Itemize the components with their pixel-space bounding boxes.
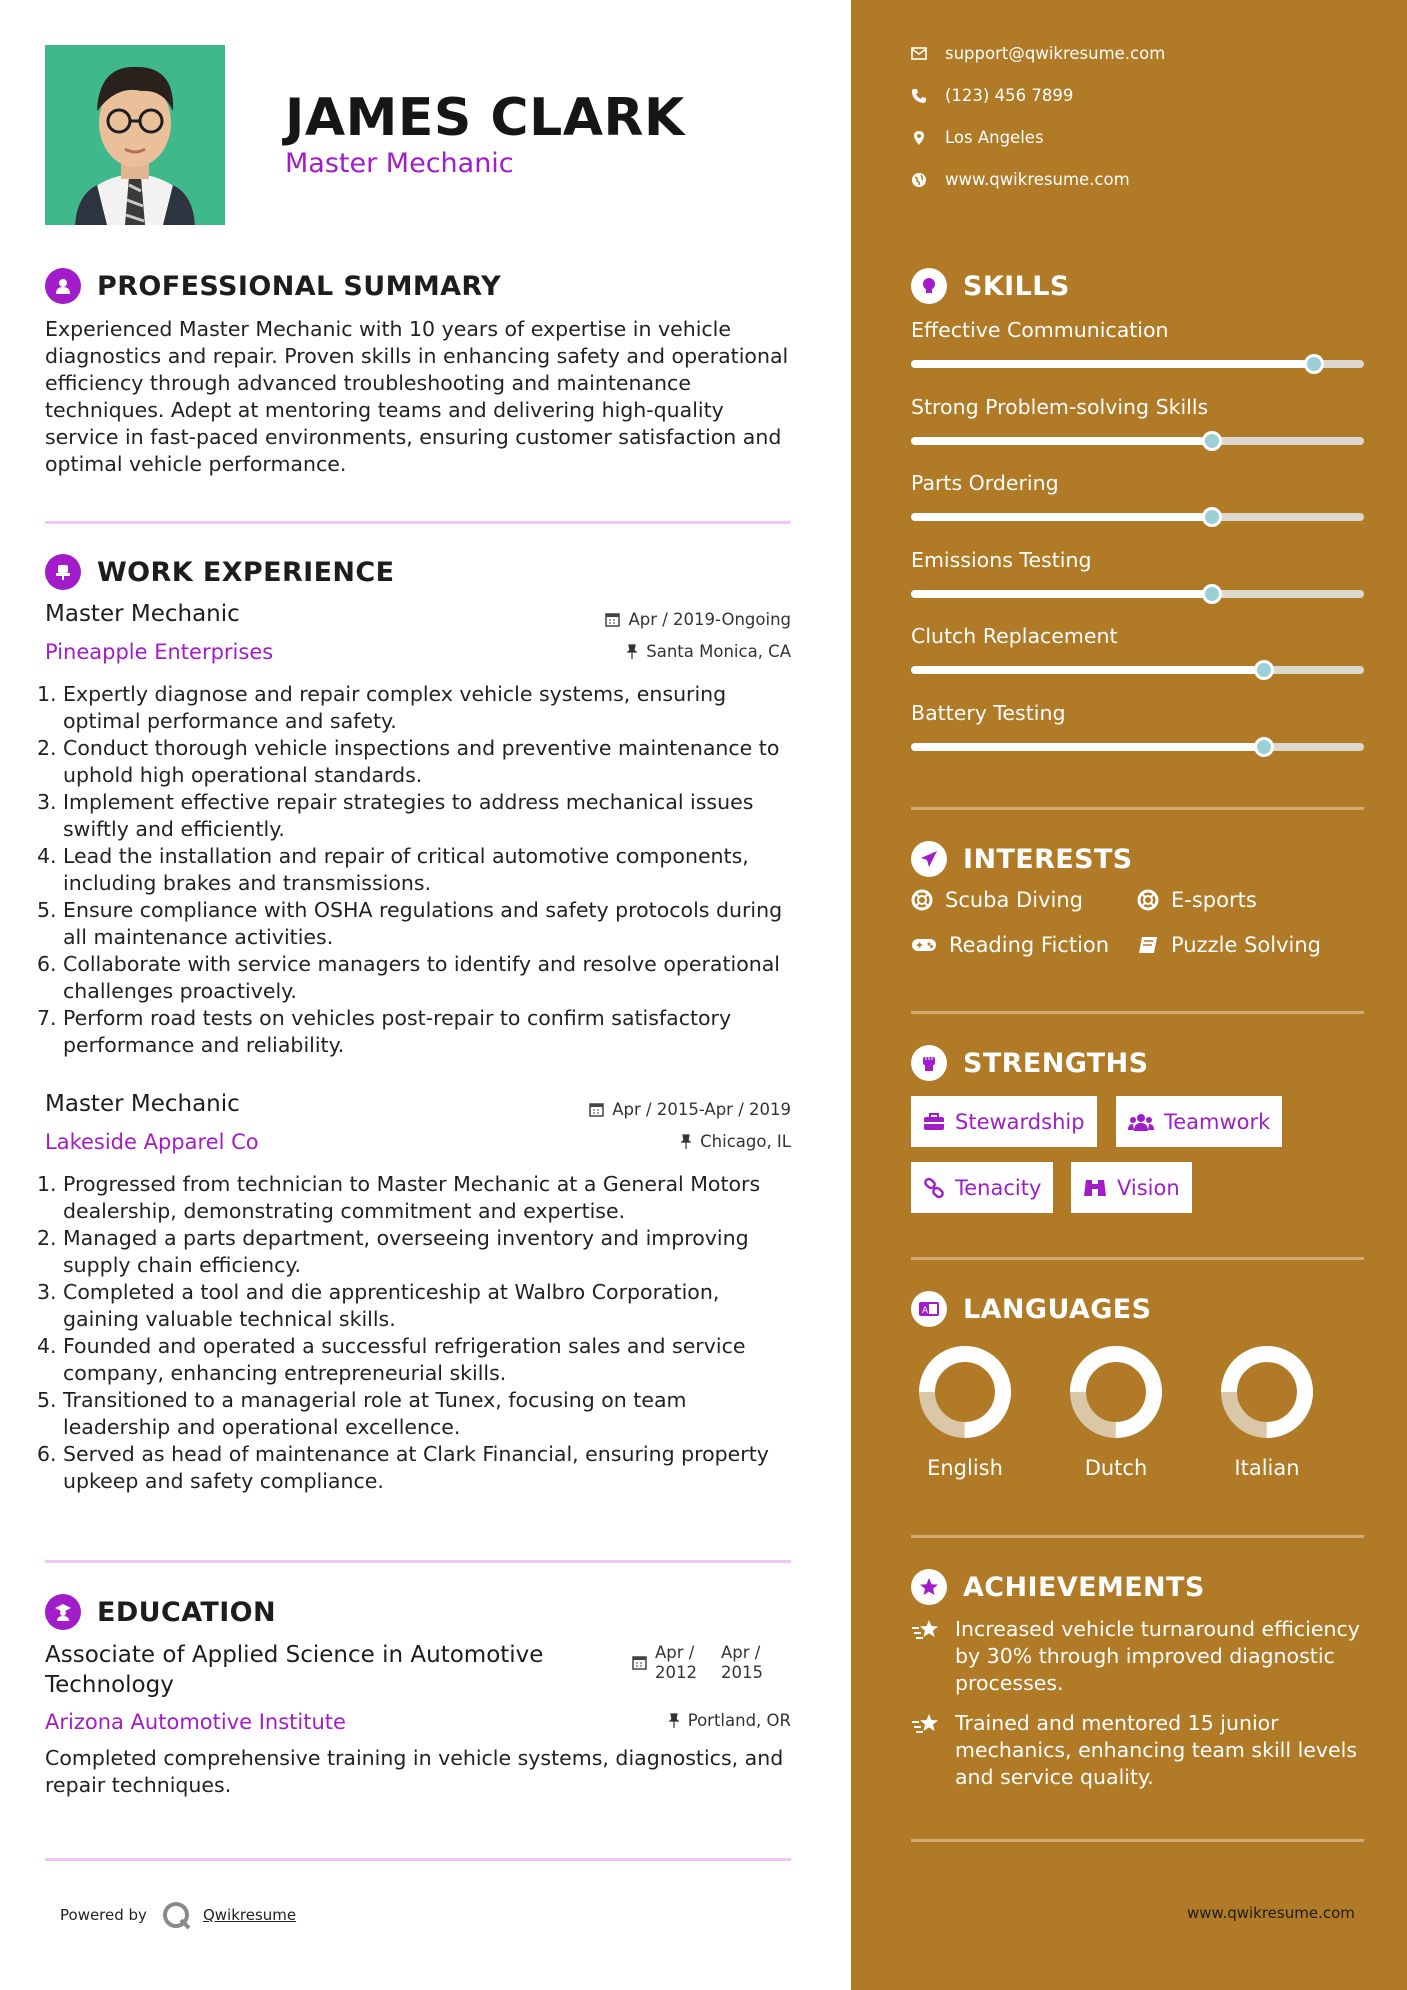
skill-bar-knob	[1254, 737, 1274, 757]
job-date	[589, 1100, 791, 1119]
interest-label: Reading Fiction	[949, 933, 1110, 957]
fist-icon	[911, 1045, 947, 1081]
list-item: 2. Managed a parts department, overseeing inventory and improving supply chain efficiency.	[37, 1226, 749, 1277]
strength-label: Tenacity	[955, 1175, 1042, 1200]
language-label: Dutch	[1084, 1456, 1148, 1480]
experience-title: WORK EXPERIENCE	[97, 556, 395, 588]
lightbulb-icon	[911, 268, 947, 304]
job-location	[626, 642, 791, 661]
achievement-text: Increased vehicle turnaround efficiency by 30% through improved diagnostic processes.	[955, 1617, 1360, 1695]
achievement-text: Trained and mentored 15 junior mechanics, enhancing team skill levels and service quality.	[955, 1711, 1358, 1789]
skill-name: Emissions Testing	[911, 547, 1092, 572]
skill-bar	[911, 666, 1364, 674]
strength-label: Teamwork	[1164, 1109, 1271, 1134]
divider	[45, 521, 791, 524]
language-item	[1051, 1342, 1181, 1480]
interest-item	[911, 933, 1109, 957]
lifebuoy-icon	[1137, 889, 1159, 911]
strength-badge	[1116, 1096, 1282, 1147]
skill-bar-fill	[911, 666, 1264, 674]
edu-end-month: Apr /	[721, 1643, 761, 1662]
list-item: 6. Collaborate with service managers to identify and resolve operational challenges proactively.	[37, 952, 780, 1003]
graduate-icon	[45, 1594, 81, 1630]
interests-title: INTERESTS	[963, 843, 1133, 875]
qwikresume-logo-icon	[161, 1900, 193, 1930]
interest-label: Scuba Diving	[945, 888, 1083, 912]
summary-text: Experienced Master Mechanic with 10 years of expertise in vehicle diagnostics and repair. Proven skills in enhancing safety and operational efficiency through advanced troubleshooting and maintenance techniques. Adept at mentoring teams and delivering high-quality service in fast-paced environments, ensuring customer satisfaction and optimal vehicle performance.	[45, 317, 789, 476]
link-icon	[923, 1177, 945, 1199]
list-item: 2. Conduct thorough vehicle inspections and preventive maintenance to uphold high operational standards.	[37, 736, 780, 787]
degree-line: Associate of Applied Science in Automotive	[45, 1642, 544, 1668]
skill-name: Clutch Replacement	[911, 624, 1118, 648]
edu-end-year: 2015	[721, 1663, 763, 1682]
skill-bar	[911, 360, 1364, 368]
edu-start-year: 2012	[655, 1663, 697, 1682]
contact-email-text: support@qwikresume.com	[945, 44, 1166, 63]
svg-text:A: A	[922, 1306, 929, 1316]
language-donut	[915, 1342, 1015, 1442]
skills-heading	[911, 268, 1070, 304]
summary-title: PROFESSIONAL SUMMARY	[97, 270, 502, 302]
strength-label: Vision	[1117, 1175, 1180, 1200]
education-heading	[45, 1594, 276, 1630]
binoculars-icon	[1083, 1178, 1107, 1198]
skill-bar-fill	[911, 513, 1212, 521]
skill-bar-fill	[911, 590, 1212, 598]
strengths-title: STRENGTHS	[963, 1047, 1149, 1079]
book-icon	[1137, 935, 1159, 955]
divider	[45, 1858, 791, 1861]
list-item: 7. Perform road tests on vehicles post-repair to confirm satisfactory performance and reliability.	[37, 1006, 732, 1057]
contact-phone[interactable]	[911, 86, 1073, 105]
list-item: 3. Implement effective repair strategies to address mechanical issues swiftly and efficiently.	[37, 790, 754, 841]
skill-bar	[911, 743, 1364, 751]
degree-title	[45, 1640, 605, 1700]
shooting-star-icon	[911, 1618, 941, 1642]
list-item: 5. Transitioned to a managerial role at Tunex, focusing on team leadership and operational excellence.	[37, 1388, 687, 1439]
job-date-text: Apr / 2015-Apr / 2019	[612, 1100, 791, 1119]
language-donut	[1217, 1342, 1317, 1442]
paper-plane-icon	[911, 841, 947, 877]
divider	[911, 807, 1364, 810]
powered-by-label: Powered by	[60, 1906, 147, 1924]
powered-by	[60, 1900, 296, 1930]
strength-badge	[1071, 1162, 1192, 1213]
contact-website-text: www.qwikresume.com	[945, 170, 1130, 189]
language-icon	[911, 1291, 947, 1327]
list-item: 5. Ensure compliance with OSHA regulations and safety protocols during all maintenance activities.	[37, 898, 783, 949]
contact-location-text: Los Angeles	[945, 128, 1044, 147]
users-icon	[1128, 1113, 1154, 1131]
interests-heading	[911, 841, 1133, 877]
job-bullets	[37, 681, 797, 1059]
language-item	[900, 1342, 1030, 1480]
pin-icon	[680, 1134, 692, 1149]
calendar-icon	[589, 1102, 604, 1117]
divider	[911, 1011, 1364, 1014]
phone-icon	[911, 88, 927, 104]
job-bullets	[37, 1171, 797, 1495]
strength-label: Stewardship	[955, 1109, 1085, 1134]
calendar-icon	[632, 1655, 647, 1670]
job-date	[605, 610, 791, 629]
profile-photo	[45, 45, 225, 225]
list-item: 1. Progressed from technician to Master Mechanic at a General Motors dealership, demonstrating commitment and expertise.	[37, 1172, 761, 1223]
contact-phone-text: (123) 456 7899	[945, 86, 1074, 105]
divider	[911, 1535, 1364, 1538]
strength-badge	[911, 1096, 1097, 1147]
skill-name: Battery Testing	[911, 700, 1066, 725]
divider	[911, 1257, 1364, 1260]
interest-label: E-sports	[1171, 888, 1257, 912]
interest-label: Puzzle Solving	[1171, 933, 1321, 957]
candidate-title: Master Mechanic	[285, 148, 514, 179]
summary-heading	[45, 268, 501, 304]
degree-line: Technology	[45, 1672, 174, 1698]
interest-item	[1137, 933, 1321, 957]
education-location	[668, 1711, 791, 1730]
pin-icon	[626, 644, 638, 659]
list-item: 1. Expertly diagnose and repair complex vehicle systems, ensuring optimal performance and safety.	[37, 682, 727, 733]
achievement-item	[911, 1616, 1371, 1697]
skill-name: Strong Problem-solving Skills	[911, 394, 1209, 419]
job-location-text: Chicago, IL	[700, 1132, 791, 1151]
skill-bar	[911, 590, 1364, 598]
job-title: Master Mechanic	[45, 1091, 240, 1117]
job-date-text: Apr / 2019-Ongoing	[628, 610, 791, 629]
achievements-heading	[911, 1569, 1205, 1605]
languages-heading	[911, 1291, 1152, 1327]
language-label: English	[927, 1456, 1003, 1480]
skill-bar-fill	[911, 360, 1314, 368]
achievement-item	[911, 1710, 1371, 1791]
education-text: Completed comprehensive training in vehicle systems, diagnostics, and repair techniques.	[45, 1746, 784, 1797]
list-item: 4. Founded and operated a successful refrigeration sales and service company, enhancing entrepreneurial skills.	[37, 1334, 746, 1385]
job-title: Master Mechanic	[45, 601, 240, 627]
education-title: EDUCATION	[97, 1596, 277, 1628]
lifebuoy-icon	[911, 889, 933, 911]
pin-icon	[668, 1713, 680, 1728]
skill-bar-fill	[911, 743, 1264, 751]
footer-website[interactable]: www.qwikresume.com	[1187, 1904, 1355, 1922]
list-item: 3. Completed a tool and die apprenticeship at Walbro Corporation, gaining valuable technical skills.	[37, 1280, 720, 1331]
user-icon	[45, 268, 81, 304]
star-badge-icon	[911, 1569, 947, 1605]
calendar-icon	[605, 612, 620, 627]
skills-title: SKILLS	[963, 270, 1070, 302]
candidate-name: JAMES CLARK	[285, 88, 685, 148]
company-name: Lakeside Apparel Co	[45, 1130, 259, 1154]
school-name: Arizona Automotive Institute	[45, 1710, 346, 1734]
language-donut	[1066, 1342, 1166, 1442]
company-name: Pineapple Enterprises	[45, 640, 274, 664]
strength-badge	[911, 1162, 1053, 1213]
education-date	[632, 1643, 763, 1683]
interest-item	[911, 888, 1083, 912]
achievements-title: ACHIEVEMENTS	[963, 1571, 1205, 1603]
strengths-heading	[911, 1045, 1148, 1081]
skill-bar-knob	[1202, 584, 1222, 604]
briefcase-chair-icon	[45, 554, 81, 590]
divider	[911, 1839, 1364, 1842]
divider	[45, 1560, 791, 1563]
globe-icon	[911, 172, 927, 188]
skill-bar	[911, 437, 1364, 445]
skill-name: Effective Communication	[911, 318, 1169, 342]
briefcase-icon	[923, 1113, 945, 1131]
contact-email[interactable]	[911, 44, 1165, 63]
education-location-text: Portland, OR	[687, 1711, 791, 1730]
language-item	[1202, 1342, 1332, 1480]
language-label: Italian	[1234, 1456, 1300, 1480]
list-item: 6. Served as head of maintenance at Clark Financial, ensuring property upkeep and safety compliance.	[37, 1442, 769, 1493]
list-item: 4. Lead the installation and repair of critical automotive components, including brakes and transmissions.	[37, 844, 749, 895]
experience-heading	[45, 554, 394, 590]
contact-website[interactable]	[911, 170, 1130, 189]
envelope-icon	[911, 47, 927, 60]
edu-start-month: Apr /	[655, 1643, 695, 1662]
contact-location	[911, 128, 1044, 147]
gamepad-icon	[911, 937, 937, 953]
skill-bar-fill	[911, 437, 1212, 445]
skill-bar-knob	[1202, 431, 1222, 451]
qwikresume-link[interactable]: Qwikresume	[202, 1906, 297, 1924]
job-location	[680, 1132, 791, 1151]
skill-name: Parts Ordering	[911, 471, 1059, 495]
map-marker-icon	[911, 130, 927, 146]
languages-title: LANGUAGES	[963, 1293, 1152, 1325]
shooting-star-icon	[911, 1712, 941, 1736]
interest-item	[1137, 888, 1257, 912]
job-location-text: Santa Monica, CA	[646, 642, 791, 661]
skill-bar	[911, 513, 1364, 521]
